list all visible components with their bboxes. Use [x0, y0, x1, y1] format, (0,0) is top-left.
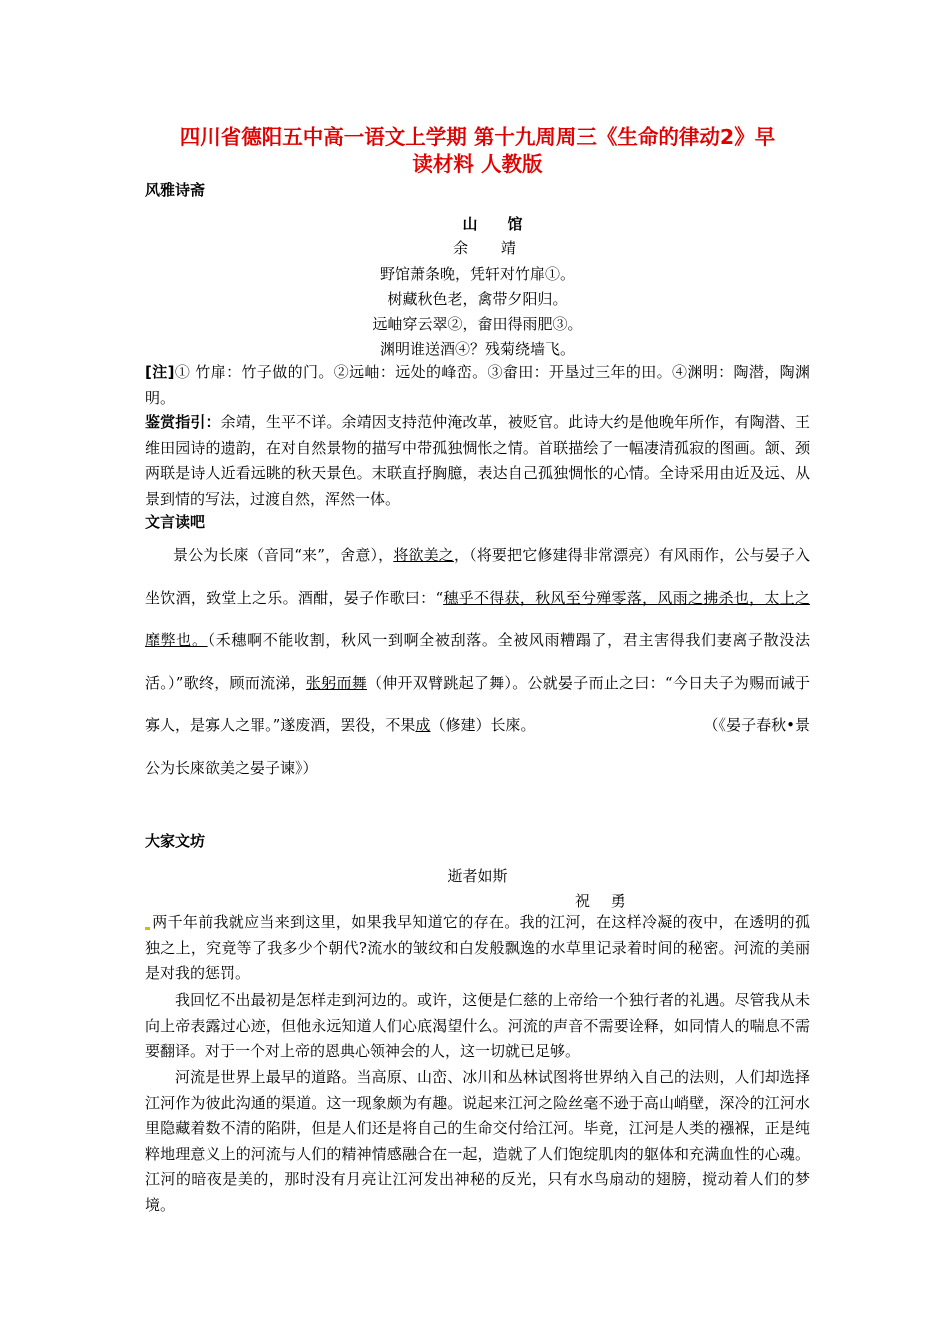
poem-line: 渊明谁送酒④？残菊绕墙飞。 [379, 340, 575, 358]
classical-passage [145, 534, 810, 789]
underlined-phrase: 成 [415, 716, 431, 734]
underlined-phrase: 将欲美之 [393, 546, 454, 564]
document-title [145, 124, 810, 178]
essay-paragraph: 两千年前我就应当来到这里，如果我早知道它的存在。我的江河，在这样冷凝的夜中，在透明的孤独之上，究竟等了我多少个朝代?流水的皱纹和白发般飘逸的水草里记录着时间的秘密。河流的美丽是对我的惩罚。 [145, 913, 810, 982]
essay-paragraph: 我回忆不出最初是怎样走到河边的。或许，这便是仁慈的上帝给一个独行者的礼遇。尽管我从未向上帝表露过心迹，但他永远知道人们心底渴望什么。河流的声音不需要诠释，如同情人的喘息不需要翻译。对于一个对上帝的恩典心领神会的人，这一切就已足够。 [145, 991, 810, 1060]
section-heading-classical: 文言读吧 [145, 513, 206, 531]
underlined-phrase: 穗乎不得获，秋风至兮殚零落，风雨之拂杀也，太上之靡弊也。 [145, 588, 810, 649]
poem-title: 山馆 [462, 215, 553, 233]
poem-notes [145, 360, 810, 411]
essay-paragraph: 河流是世界上最早的道路。当高原、山峦、冰川和丛林试图将世界纳入自己的法则，人们却选择江河作为彼此沟通的渠道。这一现象颇为有趣。说起来江河之险丝毫不逊于高山峭壁，深冷的江河水里隐藏着数不清的陷阱，但是人们还是将自己的生命交付给江河。毕竟，江河是人类的襁褓，正是纯粹地理意义上的河流与人们的精神情感融合在一起，造就了人们饱绽肌肉的躯体和充满血性的心魂。江河的暗夜是美的，那时没有月亮让江河发出神秘的反光，只有水鸟扇动的翅膀，搅动着人们的梦境。 [145, 1068, 810, 1214]
notes-label: [注] [145, 363, 175, 381]
notes-text: ① 竹扉：竹子做的门。②远岫：远处的峰峦。③畲田：开垦过三年的田。④渊明：陶潜，陶渊明。 [145, 363, 810, 407]
underlined-phrase: 张躬而舞 [305, 673, 368, 692]
passage-text: （修建）长庲。 [430, 716, 536, 734]
poem-line: 远岫穿云翠②，畲田得雨肥③。 [372, 315, 583, 333]
passage-text: ，（将要把它修建得非常漂亮）有风雨作，公与晏子入坐饮酒，致堂上之乐。酒酣，晏子作歌曰：“ [145, 546, 810, 607]
section-heading-poetry: 风雅诗斋 [145, 181, 206, 199]
essay-author: 祝 勇 [575, 892, 634, 910]
poem-author: 余 靖 [453, 239, 530, 257]
appreciation-text: 余靖，生平不详。余靖因支持范仲淹改革，被贬官。此诗大约是他晚年所作，有陶潜、王维田园诗的遗韵，在对自然景物的描写中带孤独惆怅之情。首联描绘了一幅凄清孤寂的图画。颔、颈两联是诗人近看远眺的秋天景色。末联直抒胸臆，表达自己孤独惆怅的心情。全诗采用由近及远、从景到情的写法，过渡自然，浑然一体。 [145, 413, 810, 508]
title-line-2: 读材料 人教版 [412, 152, 543, 176]
passage-text: （禾穗啊不能收割，秋风一到啊全被刮落。全被风雨糟蹋了，君主害得我们妻离子散没法活。）”歌终，顾而流涕， [145, 631, 810, 692]
section-heading-essay: 大家文坊 [145, 832, 206, 850]
appreciation-label: 鉴赏指引： [145, 413, 221, 431]
poem-line: 树藏秋色老，禽带夕阳归。 [387, 290, 568, 308]
passage-source: （《晏子春秋•景公为长庲欲美之晏子谏》） [145, 716, 810, 777]
appreciation-paragraph [145, 410, 810, 512]
passage-text: 景公为长庲（音同“来”，舍意）， [173, 546, 394, 564]
title-line-1: 四川省德阳五中高一语文上学期 第十九周周三《生命的律动2》早 [179, 125, 776, 149]
essay-title: 逝者如斯 [447, 867, 508, 885]
marker-icon [145, 927, 150, 930]
passage-text: （伸开双臂跳起了舞）。公就晏子而止之曰：“今日夫子为赐而诫于寡人，是寡人之罪。”遂废酒，罢役，不果 [145, 673, 811, 734]
poem-line: 野馆萧条晚，凭轩对竹扉①。 [379, 265, 575, 283]
